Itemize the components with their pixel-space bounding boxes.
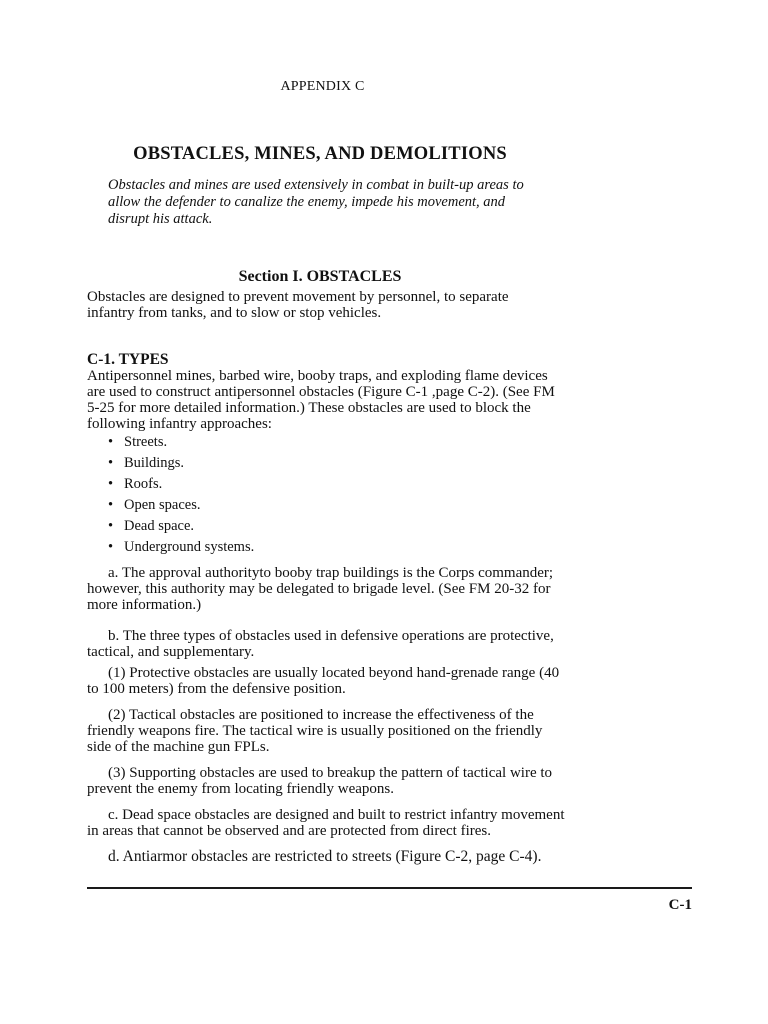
bullet-icon: • — [108, 518, 114, 534]
list-item — [108, 453, 254, 474]
section-title: Section I. OBSTACLES — [238, 268, 402, 285]
list-item-text: Dead space. — [124, 518, 195, 534]
list-item-text: Open spaces. — [124, 497, 201, 513]
list-item-text: Roofs. — [124, 476, 163, 492]
bullet-icon: • — [108, 539, 114, 555]
paragraph-heading-types: C-1. TYPES — [87, 351, 169, 368]
list-item — [108, 432, 254, 453]
appendix-label: APPENDIX C — [280, 79, 365, 94]
bullet-icon: • — [108, 455, 114, 471]
paragraph-c: c. Dead space obstacles are designed and built to restrict infantry movement in areas that cannot be observed and are protected from direct fires. — [87, 807, 565, 839]
paragraph-b2: (2) Tactical obstacles are positioned to increase the effectiveness of the friendly weapons fire. The tactical wire is usually positioned on the friendly side of the machine gun FPLs. — [87, 707, 543, 755]
types-body: Antipersonnel mines, barbed wire, booby traps, and exploding flame devices are used to construct antipersonnel obstacles (Figure C-1 ,page C-2). (See FM 5-25 for more detailed information.) These obstacles are used to block the following infantry approaches: — [87, 368, 555, 432]
list-item-text: Buildings. — [124, 455, 185, 471]
paragraph-b3: (3) Supporting obstacles are used to breakup the pattern of tactical wire to prevent the enemy from locating friendly weapons. — [87, 765, 553, 797]
list-item — [108, 516, 254, 537]
bullet-icon: • — [108, 476, 114, 492]
list-item-text: Streets. — [124, 434, 168, 450]
approaches-list — [108, 432, 254, 558]
list-item — [108, 495, 254, 516]
page-number: C-1 — [668, 897, 692, 913]
paragraph-a: a. The approval authorityto booby trap buildings is the Corps commander; however, this authority may be delegated to brigade level. (See FM 20-32 for more information.) — [87, 565, 554, 613]
paragraph-b: b. The three types of obstacles used in defensive operations are protective, tactical, and supplementary. — [87, 628, 554, 660]
list-item — [108, 537, 254, 558]
list-item — [108, 474, 254, 495]
bullet-icon: • — [108, 434, 114, 450]
section-intro: Obstacles are designed to prevent movement by personnel, to separate infantry from tanks, and to slow or stop vehicles. — [87, 289, 509, 321]
chapter-intro: Obstacles and mines are used extensively in combat in built-up areas to allow the defender to canalize the enemy, impede his movement, and disrupt his attack. — [108, 177, 524, 227]
bullet-icon: • — [108, 497, 114, 513]
footer-rule — [87, 887, 692, 889]
list-item-text: Underground systems. — [124, 539, 255, 555]
chapter-title: OBSTACLES, MINES, AND DEMOLITIONS — [133, 144, 507, 164]
paragraph-b1: (1) Protective obstacles are usually located beyond hand-grenade range (40 to 100 meters) from the defensive position. — [87, 665, 560, 697]
paragraph-d: d. Antiarmor obstacles are restricted to streets (Figure C-2, page C-4). — [108, 848, 542, 865]
